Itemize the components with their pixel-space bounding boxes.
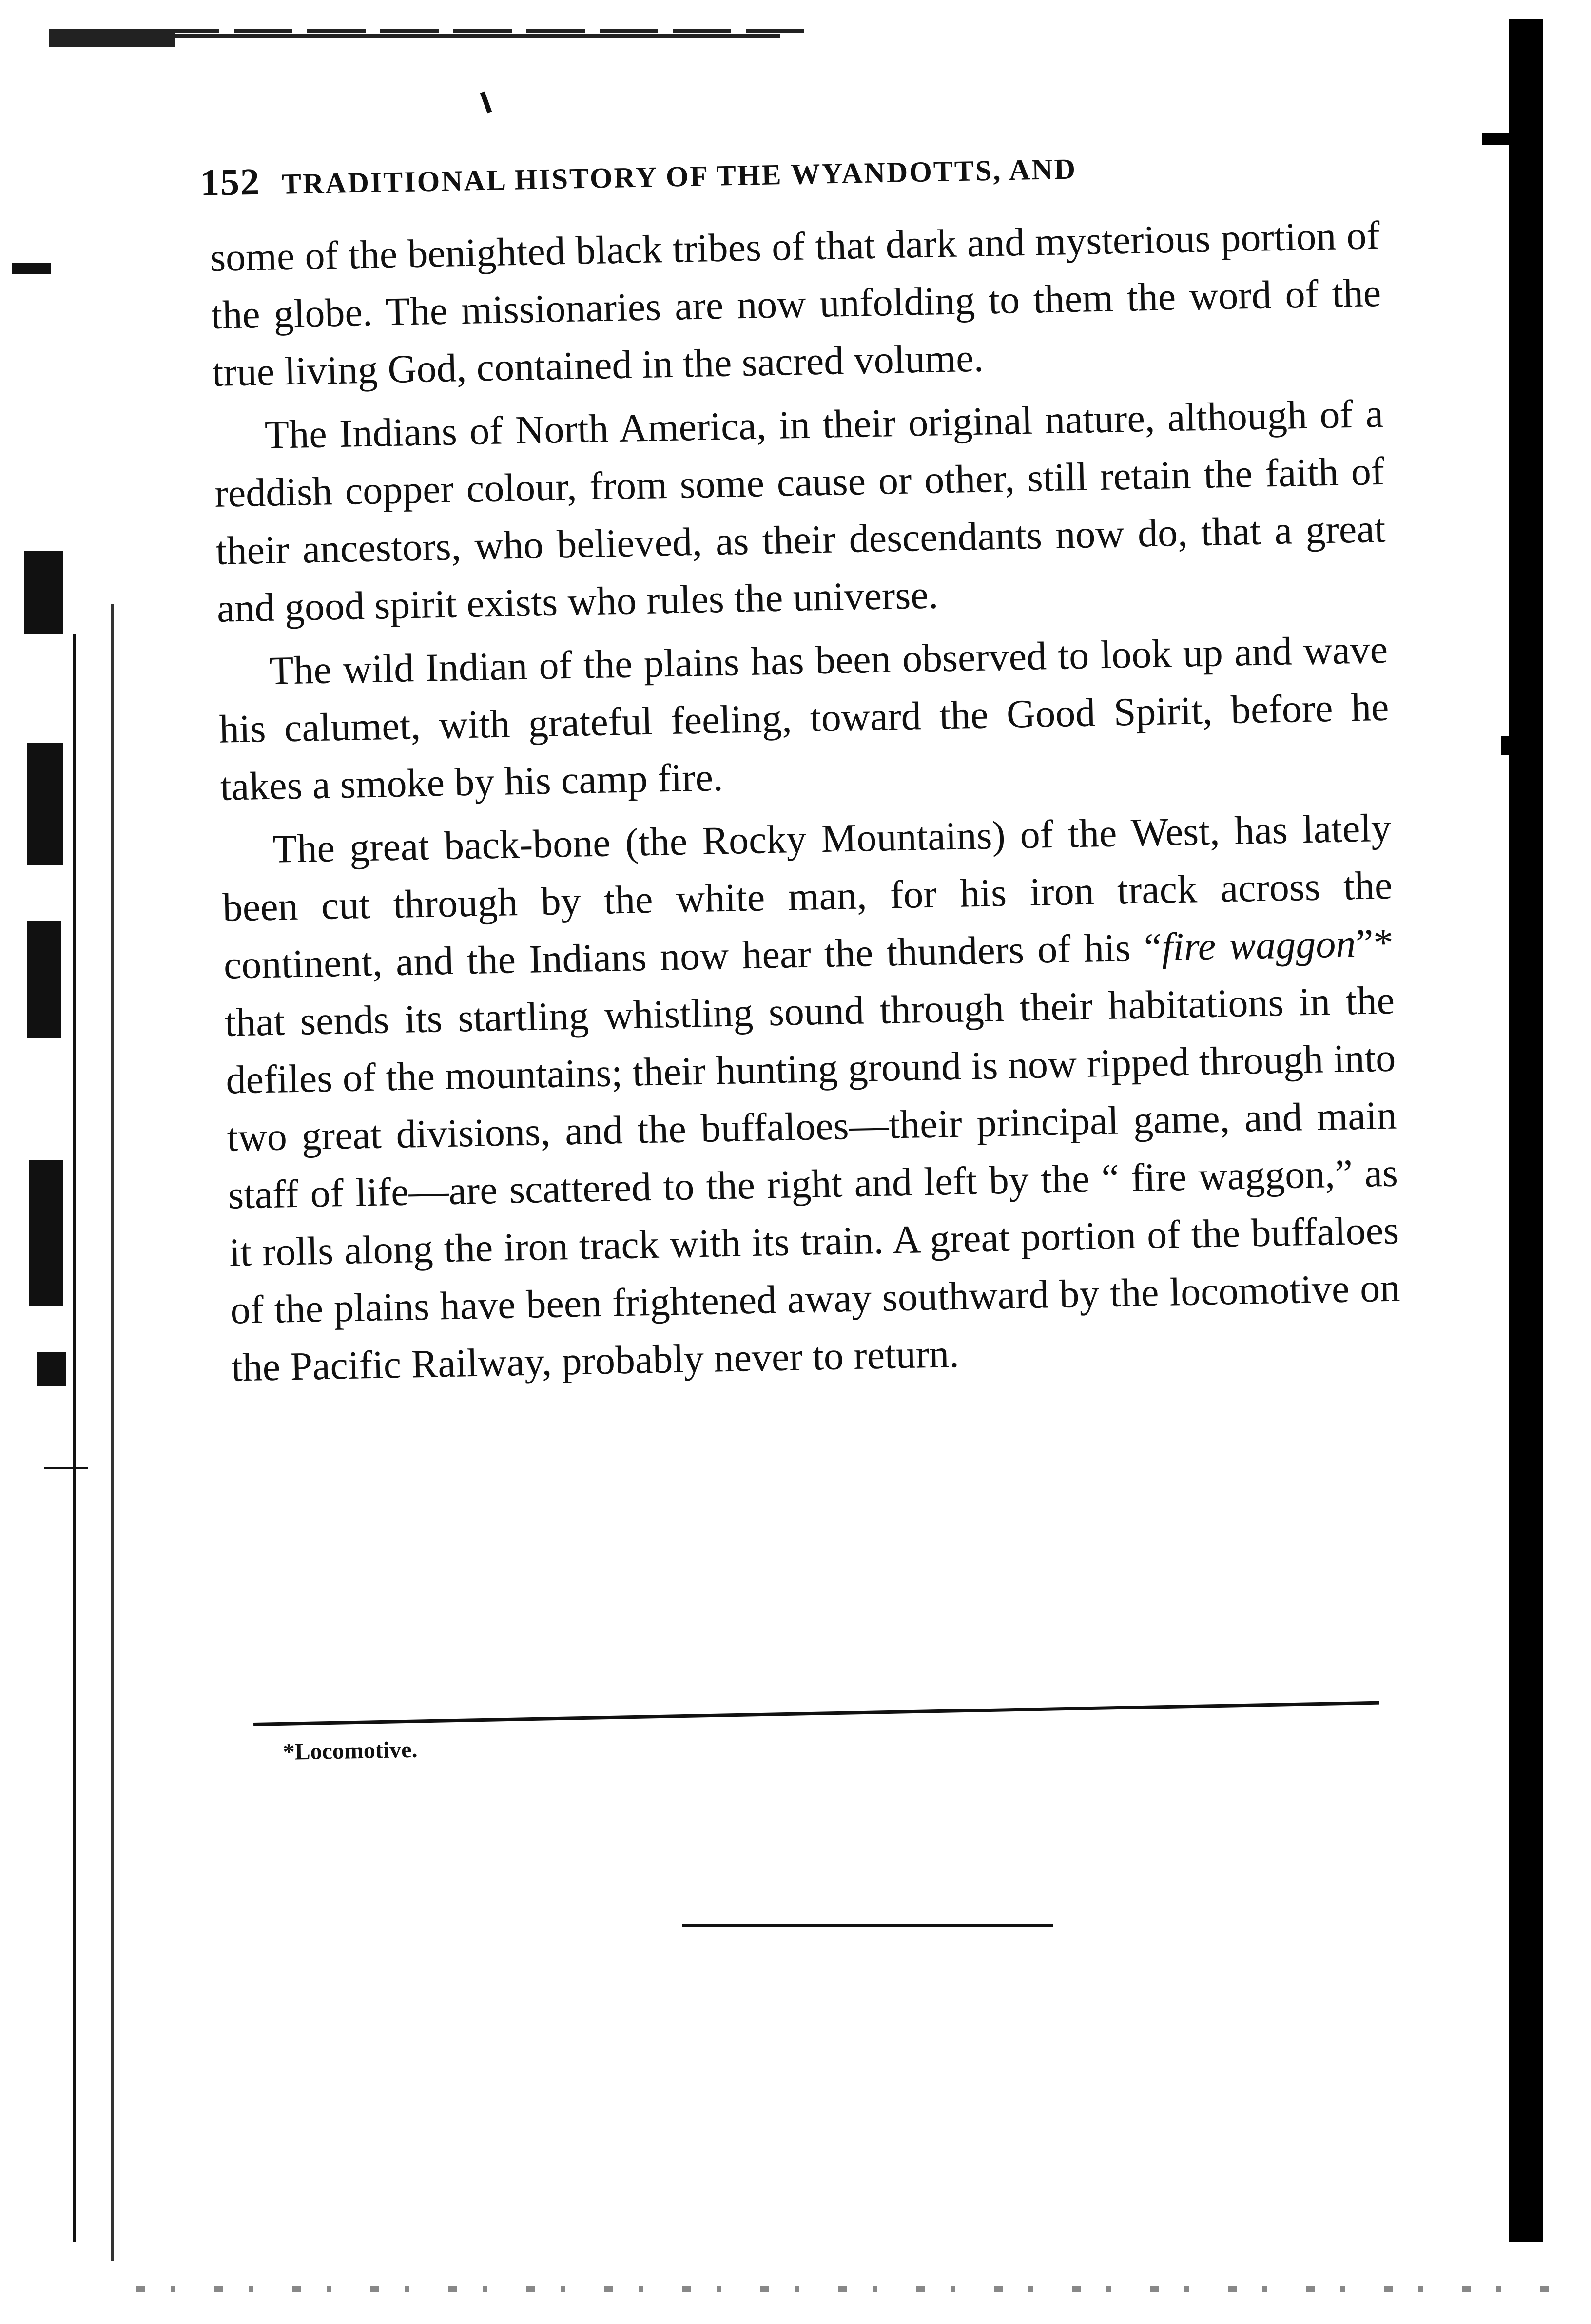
scan-left-block bbox=[24, 551, 63, 634]
scan-right-notch bbox=[1482, 133, 1521, 145]
footnote: *Locomotive. bbox=[283, 1736, 418, 1765]
end-rule bbox=[682, 1924, 1053, 1927]
scan-left-block bbox=[27, 921, 61, 1038]
scan-right-notch-lower bbox=[1501, 736, 1521, 755]
scan-left-block bbox=[44, 1467, 88, 1469]
paragraph: The wild Indian of the plains has been observed to look up and wave his calumet, with grateful feeling, toward the Good Spirit, before he takes a smoke by his camp fire. bbox=[218, 627, 1390, 809]
body-text bbox=[210, 207, 1402, 1397]
paragraph: some of the benighted black tribes of that dark and mysterious portion of the globe. The missionaries are now unfolding to them the word of the true living God, contained in the sacred volume. bbox=[210, 212, 1381, 395]
scan-left-block bbox=[73, 634, 76, 2242]
paragraph-segment: The great back-bone (the Rocky Mountains) of the West, has lately been cut through by the white man, for his iron track across the continent, and the Indians now hear the thunders of his “ bbox=[222, 805, 1393, 987]
scan-left-gutter-line bbox=[111, 604, 114, 2261]
scan-right-edge-bar bbox=[1509, 19, 1543, 2242]
scan-left-block bbox=[37, 1352, 66, 1386]
page-number: 152 bbox=[200, 160, 261, 204]
paragraph-segment: ”* that sends its startling whistling sound through their habitations in the defiles of the mountains; their hunting ground is now ripped through into two great divisions, and the buffaloes—their principal game, and main staff of life—are scattered to the right and left by the “ fire waggon,” as it rolls along the iron track with its train. A great portion of the buffaloes of the plains have been frightened away southward by the locomotive on the Pacific Railway, probably never to return. bbox=[224, 920, 1401, 1390]
footnote-rule bbox=[253, 1701, 1379, 1726]
scan-left-block bbox=[27, 743, 63, 865]
scan-left-block bbox=[12, 263, 51, 274]
paragraph: The Indians of North America, in their original nature, although of a reddish copper colour, from some cause or other, still retain the faith of their ancestors, who believed, as their descendants now do, that a great and good spirit exists who rules the universe. bbox=[214, 391, 1386, 631]
italic-term: fire waggon bbox=[1161, 921, 1357, 969]
scan-bottom-noise bbox=[136, 2286, 1550, 2292]
scan-top-dashes bbox=[161, 29, 804, 33]
scan-tick-mark bbox=[480, 92, 492, 114]
running-title: TRADITIONAL HISTORY OF THE WYANDOTTS, AND bbox=[281, 153, 1077, 200]
paragraph bbox=[221, 799, 1401, 1397]
running-head bbox=[200, 140, 1273, 219]
scan-left-block bbox=[29, 1160, 63, 1306]
